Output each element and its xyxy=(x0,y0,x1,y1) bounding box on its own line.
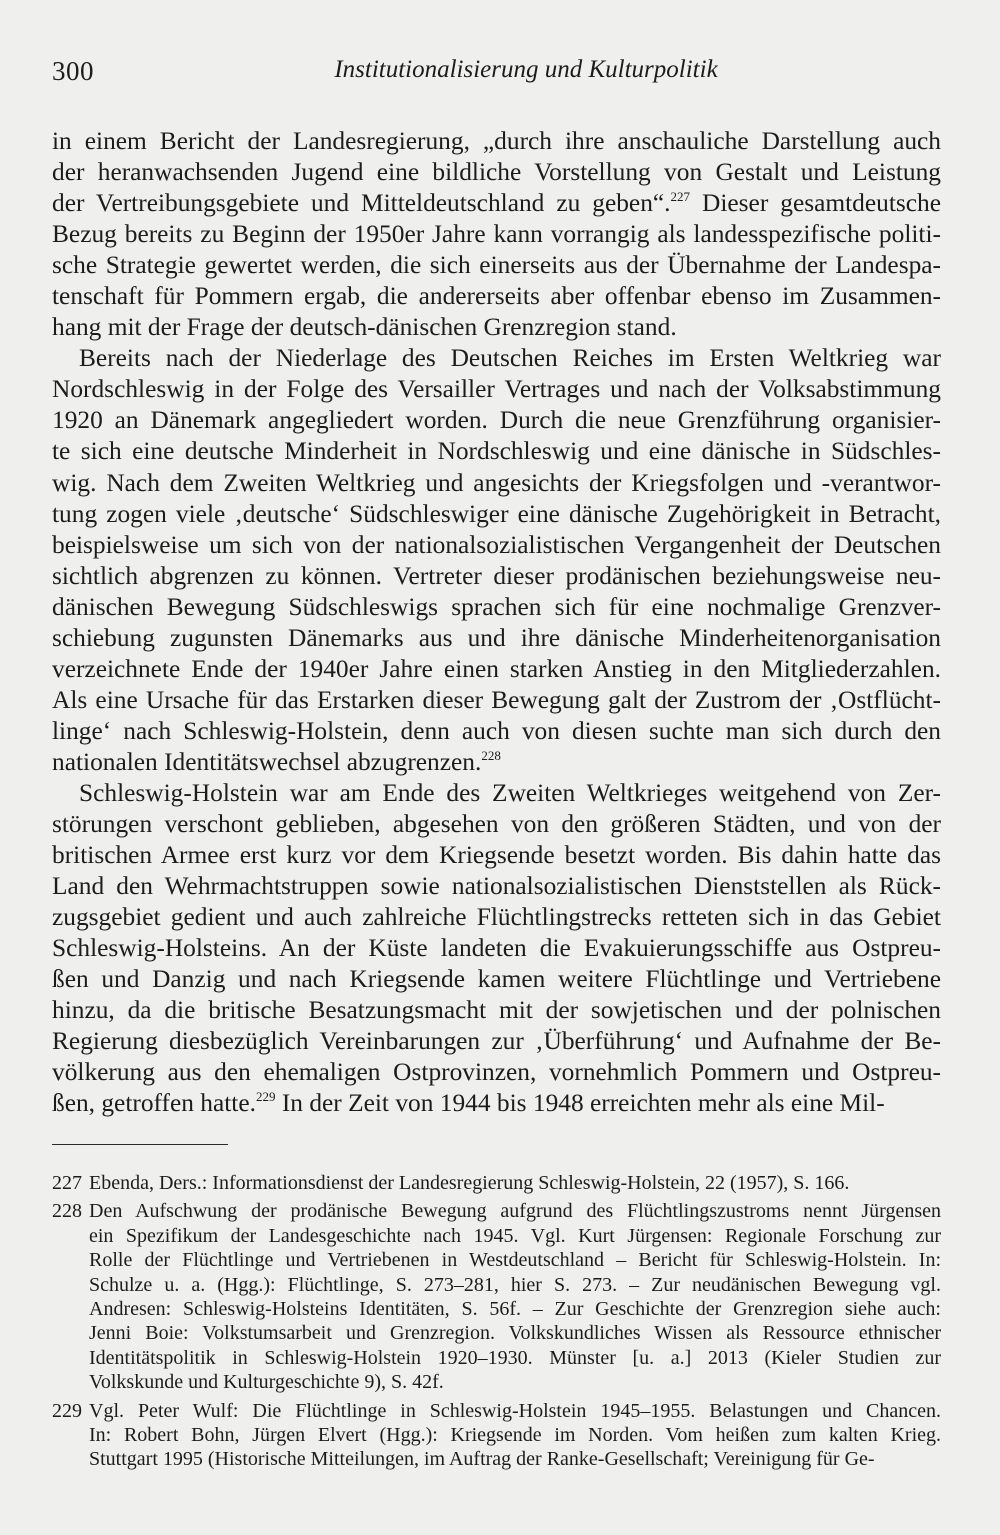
line-text: der Vertreibungsgebiete und Mitteldeutschland zu geben“. xyxy=(52,189,671,218)
footnote-number: 228 xyxy=(52,1200,82,1223)
page-number: 300 xyxy=(52,56,94,86)
text-line: dänischen Bewegung Südschleswigs sprachen sich für eine nochmalige Grenzver- xyxy=(52,592,941,621)
text-line: 1920 an Dänemark angegliedert worden. Durch die neue Grenzführung organisier- xyxy=(52,406,941,435)
footnote-number: 227 xyxy=(52,1172,82,1194)
line-text: In der Zeit von 1944 bis 1948 erreichten mehr als eine Mil- xyxy=(275,1089,885,1118)
footnote-line: Den Aufschwung der prodänische Bewegung aufgrund des Flüchtlingszustroms nennt Jürgensen xyxy=(89,1200,941,1223)
text-line xyxy=(52,1088,941,1119)
text-line: Schleswig-Holsteins. An der Küste landeten die Evakuierungsschiffe aus Ostpreu- xyxy=(52,934,941,963)
footnote-line: Jenni Boie: Volkstumsarbeit und Grenzregion. Volkskundliches Wissen als Ressource ethnischer xyxy=(89,1322,941,1345)
footnote xyxy=(52,1171,941,1195)
text-line: Schleswig-Holstein war am Ende des Zweiten Weltkrieges weitgehend von Zer- xyxy=(79,778,941,807)
text-line: hang mit der Frage der deutsch-dänischen Grenzregion stand. xyxy=(52,313,677,342)
text-line: schiebung zugunsten Dänemarks aus und ihre dänische Minderheitenorganisation xyxy=(52,623,941,652)
text-line: Land den Wehrmachtstruppen sowie nationalsozialistischen Dienststellen als Rück- xyxy=(52,872,941,901)
footnote-reference[interactable]: 227 xyxy=(670,189,691,205)
text-line: völkerung aus den ehemaligen Ostprovinzen, vornehmlich Pommern und Ostpreu- xyxy=(52,1058,941,1087)
line-text: Dieser gesamtdeutsche xyxy=(690,189,941,218)
text-line: hinzu, da die britische Besatzungsmacht mit der sowjetischen und der polnischen xyxy=(52,996,941,1025)
text-line: sche Strategie gewertet werden, die sich einerseits aus der Übernahme der Landespa- xyxy=(52,251,941,280)
footnote xyxy=(52,1199,941,1394)
text-line: Als eine Ursache für das Erstarken dieser Bewegung galt der Zustrom der ‚Ostflücht- xyxy=(52,685,941,714)
text-line: wig. Nach dem Zweiten Weltkrieg und angesichts der Kriegsfolgen und -verantwor- xyxy=(52,468,941,497)
footnote-number: 229 xyxy=(52,1399,82,1422)
line-text: nationalen Identitätswechsel abzugrenzen. xyxy=(52,747,482,776)
text-line: tenschaft für Pommern ergab, die andererseits aber offenbar ebenso im Zusammen- xyxy=(52,282,941,311)
text-line: der heranwachsenden Jugend eine bildliche Vorstellung von Gestalt und Leistung xyxy=(52,158,941,187)
text-line: störungen verschont geblieben, abgesehen von den größeren Städten, und von der xyxy=(52,810,941,839)
footnote-line: Schulze u. a. (Hgg.): Flüchtlinge, S. 273–281, hier S. 273. – Zur neudänischen Bewegung vgl. xyxy=(89,1273,941,1296)
footnote-line: Stuttgart 1995 (Historische Mitteilungen, im Auftrag der Ranke-Gesellschaft; Vereinigung für Ge- xyxy=(89,1448,875,1471)
footnote-divider xyxy=(52,1144,228,1145)
page-header xyxy=(52,56,940,92)
paragraph xyxy=(52,343,941,778)
text-line: sichtlich abgrenzen zu können. Vertreter dieser prodänischen beziehungsweise neu- xyxy=(52,561,941,590)
text-line xyxy=(52,188,941,219)
text-line: te sich eine deutsche Minderheit in Nordschleswig und eine dänische in Südschles- xyxy=(52,437,941,466)
footnote-line: Rolle der Flüchtlinge und Vertriebenen in Westdeutschland – Bericht für Schleswig-Holstein. In: xyxy=(89,1249,941,1272)
footnote-reference[interactable]: 228 xyxy=(481,747,501,763)
footnote-line: In: Robert Bohn, Jürgen Elvert (Hgg.): Kriegsende im Norden. Vom heißen zum kalten Krieg. xyxy=(89,1424,941,1447)
footnote-line: Andresen: Schleswig-Holsteins Identitäten, S. 56f. – Zur Geschichte der Grenzregion siehe auch: xyxy=(89,1298,941,1321)
footnote-line: Ebenda, Ders.: Informationsdienst der Landesregierung Schleswig-Holstein, 22 (1957), S. 166. xyxy=(89,1172,850,1194)
text-line: beispielsweise um sich von der nationalsozialistischen Vergangenheit der Deutschen xyxy=(52,530,941,559)
text-line: in einem Bericht der Landesregierung, „durch ihre anschauliche Darstellung auch xyxy=(52,127,941,155)
footnote-line: Identitätspolitik in Schleswig-Holstein 1920–1930. Münster [u. a.] 2013 (Kieler Studien zur xyxy=(89,1346,941,1369)
text-line: ßen und Danzig und nach Kriegsende kamen weitere Flüchtlinge und Vertriebene xyxy=(52,965,941,994)
line-text: ßen, getroffen hatte. xyxy=(52,1089,256,1118)
footnote-line: Vgl. Peter Wulf: Die Flüchtlinge in Schleswig-Holstein 1945–1955. Belastungen und Chancen. xyxy=(89,1399,941,1422)
text-line: Regierung diesbezüglich Vereinbarungen zur ‚Überführung‘ und Aufnahme der Be- xyxy=(52,1027,941,1056)
body-text xyxy=(52,126,941,1120)
footnote xyxy=(52,1399,941,1472)
text-line: verzeichnete Ende der 1940er Jahre einen starken Anstieg in den Mitgliederzahlen. xyxy=(52,654,941,683)
text-line: zugsgebiet gedient und auch zahlreiche Flüchtlingstrecks retteten sich in das Gebiet xyxy=(52,903,941,932)
running-title: Institutionalisierung und Kulturpolitik xyxy=(334,56,718,83)
paragraph xyxy=(52,126,941,343)
paragraph xyxy=(52,778,941,1120)
text-line: tung zogen viele ‚deutsche‘ Südschleswiger eine dänische Zugehörigkeit in Betracht, xyxy=(52,499,941,528)
text-line: Bereits nach der Niederlage des Deutschen Reiches im Ersten Weltkrieg war xyxy=(79,344,941,373)
text-line: Nordschleswig in der Folge des Versailler Vertrages und nach der Volksabstimmung xyxy=(52,375,941,404)
text-line: Bezug bereits zu Beginn der 1950er Jahre kann vorrangig als landesspezifische politi- xyxy=(52,220,941,249)
footnote-line: Volkskunde und Kulturgeschichte 9), S. 42f. xyxy=(89,1371,444,1394)
footnotes xyxy=(52,1171,941,1476)
footnote-line: ein Spezifikum der Landesgeschichte nach 1945. Vgl. Kurt Jürgensen: Regionale Forschung zur xyxy=(89,1224,941,1247)
footnote-reference[interactable]: 229 xyxy=(255,1089,276,1105)
text-line: linge‘ nach Schleswig-Holstein, denn auch von diesen suchte man sich durch den xyxy=(52,716,941,745)
text-line: britischen Armee erst kurz vor dem Kriegsende besetzt worden. Bis dahin hatte das xyxy=(52,841,941,870)
text-line xyxy=(52,747,941,778)
